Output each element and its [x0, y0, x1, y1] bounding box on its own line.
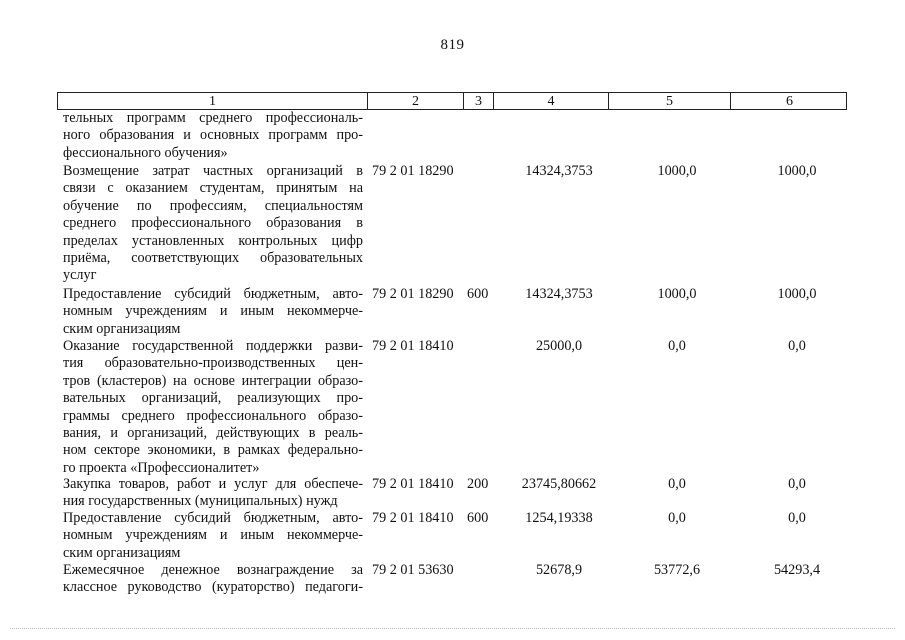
row-line: ном секторе экономики, в рамках федерально- [63, 442, 363, 459]
header-col-6: 6 [786, 94, 793, 109]
header-col-5: 5 [609, 93, 731, 109]
row-line: тия образовательно-производственных цен- [63, 355, 363, 372]
row-value-col6: 54293,4 [773, 562, 821, 578]
row-code: 79 2 01 53630 [372, 562, 454, 578]
row-line: Предоставление субсидий бюджетным, авто- [63, 286, 363, 302]
row-description [63, 163, 363, 285]
row-value-col6: 1000,0 [777, 163, 817, 179]
row-line: тров (кластеров) на основе интеграции образо- [63, 372, 363, 389]
row-line: номным учреждениям и иным некоммерче- [63, 303, 363, 320]
row-description [63, 110, 363, 162]
row-line: тельных программ среднего профессиональ- [63, 110, 363, 126]
row-line: Предоставление субсидий бюджетным, авто- [63, 510, 363, 526]
row-line: Оказание государственной поддержки разви- [63, 338, 363, 354]
row-description [63, 476, 363, 511]
row-line: пределах установленных контрольных цифр [63, 232, 363, 249]
row-value-col5: 0,0 [668, 338, 686, 354]
row-description [63, 338, 363, 477]
row-value-col5: 0,0 [668, 476, 686, 492]
row-description [63, 510, 363, 562]
row-description [63, 286, 363, 338]
row-value-col6: 1000,0 [777, 286, 817, 302]
row-line: классное руководство (кураторство) педагоги- [63, 579, 363, 596]
header-col-4: 4 [494, 93, 609, 109]
row-expense-type: 600 [467, 510, 489, 526]
header-col-2: 2 [368, 93, 464, 109]
row-line: приёма, соответствующих образовательных [63, 250, 363, 267]
table-header [57, 92, 847, 110]
row-line: ния государственных (муниципальных) нужд [63, 493, 338, 510]
row-line: Закупка товаров, работ и услуг для обеспече- [63, 476, 363, 492]
row-value-col5: 1000,0 [657, 163, 697, 179]
header-col-3: 3 [464, 93, 494, 109]
scan-edge-divider [10, 628, 895, 631]
row-value-col4: 23745,80662 [521, 476, 597, 492]
row-code: 79 2 01 18290 [372, 163, 454, 179]
row-value-col6: 0,0 [788, 510, 806, 526]
row-line: вания, и организаций, действующих в реаль- [63, 425, 363, 442]
row-code: 79 2 01 18410 [372, 510, 454, 526]
row-line: обучение по профессиям, специальностям [63, 197, 363, 214]
row-description [63, 562, 363, 597]
row-line: услуг [63, 267, 97, 284]
row-value-col4: 52678,9 [535, 562, 583, 578]
row-code: 79 2 01 18290 [372, 286, 454, 302]
row-line: ским организациям [63, 544, 181, 561]
row-value-col4: 1254,19338 [525, 510, 593, 526]
row-code: 79 2 01 18410 [372, 476, 454, 492]
row-value-col6: 0,0 [788, 338, 806, 354]
row-line: го проекта «Профессионалитет» [63, 459, 260, 476]
row-line: Возмещение затрат частных организаций в [63, 163, 363, 179]
row-line: номным учреждениям и иным некоммерче- [63, 527, 363, 544]
row-line: ного образования и основных программ про- [63, 127, 363, 144]
row-expense-type: 200 [467, 476, 489, 492]
row-line: граммы среднего профессионального образо- [63, 407, 363, 424]
row-value-col5: 53772,6 [653, 562, 701, 578]
row-value-col5: 0,0 [668, 510, 686, 526]
row-expense-type: 600 [467, 286, 489, 302]
page-number: 819 [440, 37, 465, 53]
row-line: вательных организаций, реализующих про- [63, 390, 363, 407]
row-value-col4: 14324,3753 [525, 163, 593, 179]
row-value-col4: 14324,3753 [525, 286, 593, 302]
row-value-col6: 0,0 [788, 476, 806, 492]
row-line: ским организациям [63, 320, 181, 337]
header-col-1: 1 [58, 93, 368, 109]
row-line: среднего профессионального образования в [63, 215, 363, 232]
row-line: связи с оказанием студентам, принятым на [63, 180, 363, 197]
row-line: фессионального обучения» [63, 144, 228, 161]
row-line: Ежемесячное денежное вознаграждение за [63, 562, 363, 578]
row-value-col5: 1000,0 [657, 286, 697, 302]
row-value-col4: 25000,0 [535, 338, 583, 354]
row-code: 79 2 01 18410 [372, 338, 454, 354]
